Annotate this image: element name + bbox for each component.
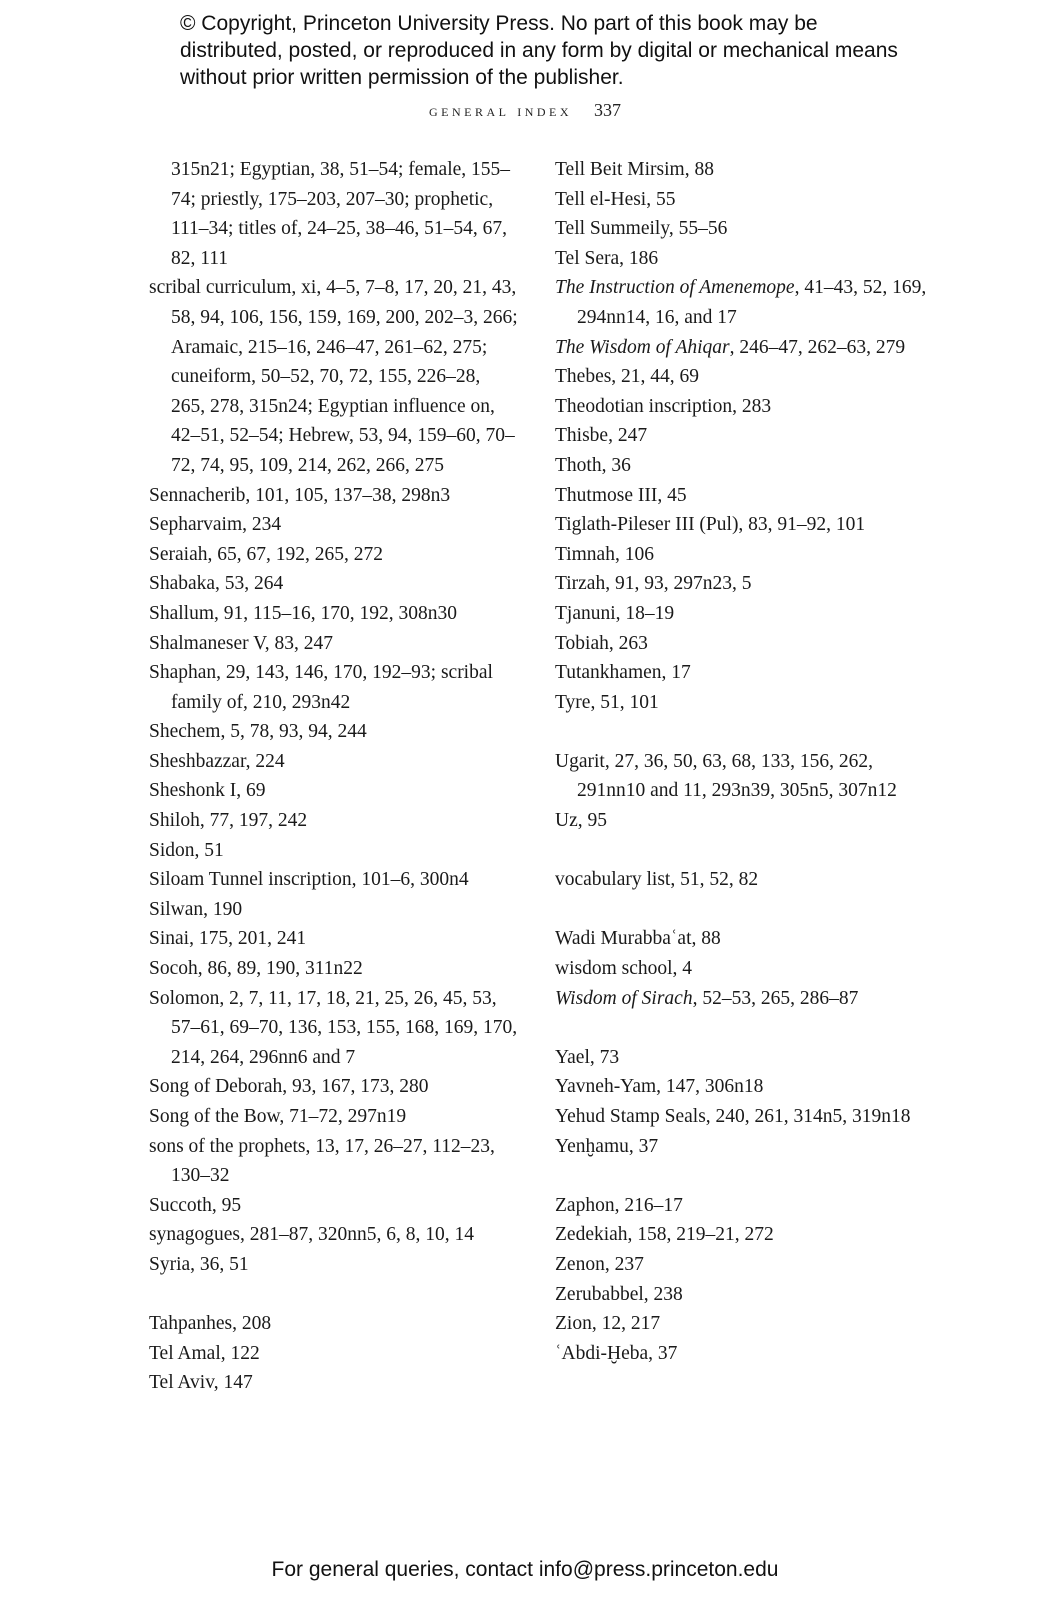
index-letter-gap <box>149 1280 519 1310</box>
index-letter-gap <box>555 836 935 866</box>
index-entry <box>555 924 935 954</box>
index-entry-text: Solomon, 2, 7, 11, 17, 18, 21, 25, 26, 45, 53, 57–61, 69–70, 136, 153, 155, 168, 169, 170, 214, 264, 296nn6 and 7 <box>149 987 518 1068</box>
index-entry-text: Sheshonk I, 69 <box>149 780 266 802</box>
index-entry-text: Zenon, 237 <box>555 1253 644 1275</box>
index-entry <box>555 392 935 422</box>
index-entry <box>555 451 935 481</box>
index-entry <box>555 1102 935 1132</box>
index-entry-text: Yael, 73 <box>555 1046 620 1068</box>
index-entry-text: Timnah, 106 <box>555 543 654 565</box>
index-entry-text: Shalmaneser V, 83, 247 <box>149 632 333 654</box>
index-entry <box>555 1220 935 1250</box>
index-entry-text: , 52–53, 265, 286–87 <box>692 987 859 1009</box>
index-entry-text: Tahpanhes, 208 <box>149 1313 272 1335</box>
index-entry-text: wisdom school, 4 <box>555 958 693 980</box>
index-entry <box>555 185 935 215</box>
index-entry-text: Sepharvaim, 234 <box>149 514 282 536</box>
index-entry <box>555 569 935 599</box>
index-entry-text: Shabaka, 53, 264 <box>149 573 284 595</box>
index-entry <box>149 717 519 747</box>
running-head <box>0 100 1050 121</box>
index-letter-gap <box>555 1161 935 1191</box>
index-entry <box>555 1250 935 1280</box>
index-entry <box>555 688 935 718</box>
index-entry-text: Yenḫamu, 37 <box>555 1135 659 1157</box>
index-entry <box>555 1191 935 1221</box>
index-entry <box>555 984 935 1014</box>
index-entry <box>555 155 935 185</box>
running-head-title: general index <box>428 101 573 120</box>
index-entry <box>149 1132 519 1191</box>
index-entry-text: Ugarit, 27, 36, 50, 63, 68, 133, 156, 262, 291nn10 and 11, 293n39, 305n5, 307n12 <box>555 750 897 802</box>
index-entry <box>555 806 935 836</box>
index-entry <box>555 540 935 570</box>
index-entry <box>555 362 935 392</box>
index-entry-text: 315n21; Egyptian, 38, 51–54; female, 155–74; priestly, 175–203, 207–30; prophetic, 111–34; titles of, 24–25, 38–46, 51–54, 67, 82, 111 <box>171 159 511 269</box>
index-entry <box>149 1339 519 1369</box>
index-entry-text: Tutankhamen, 17 <box>555 662 691 684</box>
index-entry-text: Socoh, 86, 89, 190, 311n22 <box>149 958 363 980</box>
index-entry-text: Seraiah, 65, 67, 192, 265, 272 <box>149 543 383 565</box>
index-entry <box>555 865 935 895</box>
index-entry-text: Siloam Tunnel inscription, 101–6, 300n4 <box>149 869 469 891</box>
index-entry-text: Syria, 36, 51 <box>149 1253 249 1275</box>
index-entry-text: Shiloh, 77, 197, 242 <box>149 810 308 832</box>
index-entry-title: The Instruction of Amenemope <box>555 277 795 299</box>
index-entry-text: Zerubabbel, 238 <box>555 1283 683 1305</box>
index-entry <box>149 895 519 925</box>
index-entry-text: Tirzah, 91, 93, 297n23, 5 <box>555 573 752 595</box>
index-entry <box>149 806 519 836</box>
index-entry <box>555 1072 935 1102</box>
index-entry <box>555 333 935 363</box>
index-entry-text: Theodotian inscription, 283 <box>555 395 772 417</box>
index-letter-gap <box>555 1013 935 1043</box>
index-entry <box>555 1043 935 1073</box>
index-entry <box>149 1309 519 1339</box>
index-entry-text: Zaphon, 216–17 <box>555 1194 683 1216</box>
index-entry <box>555 1339 935 1369</box>
index-entry <box>149 155 519 273</box>
index-entry-text: Thutmose III, 45 <box>555 484 687 506</box>
index-entry <box>555 954 935 984</box>
index-entry-text: Tobiah, 263 <box>555 632 648 654</box>
index-entry <box>149 1102 519 1132</box>
index-entry-title: The Wisdom of Ahiqar <box>555 336 730 358</box>
index-entry-text: Song of Deborah, 93, 167, 173, 280 <box>149 1076 429 1098</box>
index-entry-text: Tell Summeily, 55–56 <box>555 218 728 240</box>
index-entry <box>555 747 935 806</box>
index-entry <box>555 1309 935 1339</box>
index-entry-text: Shallum, 91, 115–16, 170, 192, 308n30 <box>149 602 458 624</box>
index-entry <box>149 273 519 480</box>
index-entry-text: Wadi Murabbaʿat, 88 <box>555 928 721 950</box>
index-entry-text: Tell Beit Mirsim, 88 <box>555 159 714 180</box>
index-entry <box>149 658 519 717</box>
index-entry-text: Zedekiah, 158, 219–21, 272 <box>555 1224 774 1246</box>
index-entry <box>149 776 519 806</box>
index-entry-text: Yehud Stamp Seals, 240, 261, 314n5, 319n18 <box>555 1106 911 1127</box>
page-number: 337 <box>594 100 622 120</box>
index-column-left <box>149 155 519 1398</box>
index-entry <box>149 865 519 895</box>
footer-contact: For general queries, contact info@press.princeton.edu <box>271 1558 779 1581</box>
index-entry <box>555 273 935 332</box>
copyright-notice: © Copyright, Princeton University Press. No part of this book may be distributed, posted, or reproduced in any form by digital or mechanical means without prior written permission of the publisher. <box>180 12 898 89</box>
index-entry <box>555 1132 935 1162</box>
index-entry-text: , 41–43, 52, 169, 294nn14, 16, and 17 <box>577 277 927 328</box>
index-entry-text: Tyre, 51, 101 <box>555 691 659 713</box>
index-entry-text: Thebes, 21, 44, 69 <box>555 366 700 388</box>
index-entry-text: Shechem, 5, 78, 93, 94, 244 <box>149 721 367 743</box>
index-entry <box>149 954 519 984</box>
index-entry <box>555 629 935 659</box>
index-entry-text: Sheshbazzar, 224 <box>149 750 285 772</box>
index-entry-text: Thoth, 36 <box>555 454 631 476</box>
index-entry-text: sons of the prophets, 13, 17, 26–27, 112–23, 130–32 <box>149 1135 495 1187</box>
index-letter-gap <box>555 895 935 925</box>
index-entry <box>149 569 519 599</box>
index-entry-text: Tjanuni, 18–19 <box>555 602 675 624</box>
index-entry-text: scribal curriculum, xi, 4–5, 7–8, 17, 20, 21, 43, 58, 94, 106, 156, 159, 169, 200, 202–3, 266; Aramaic, 215–16, 246–47, 261–62, 275; cuneiform, 50–52, 70, 72, 155, 226–28, 265, 278, 315n24; Egyptian influence on, 42–51, 52–54; Hebrew, 53, 94, 159–60, 70–72, 74, 95, 109, 214, 262, 266, 275 <box>149 277 518 476</box>
index-entry-text: Song of the Bow, 71–72, 297n19 <box>149 1106 407 1127</box>
index-entry-text: Zion, 12, 217 <box>555 1313 661 1335</box>
index-entry-text: Tel Amal, 122 <box>149 1342 260 1364</box>
index-entry <box>149 984 519 1073</box>
index-letter-gap <box>555 717 935 747</box>
index-entry-text: Tell el-Hesi, 55 <box>555 188 676 210</box>
index-entry <box>149 1220 519 1250</box>
index-entry <box>149 747 519 777</box>
index-entry-text: synagogues, 281–87, 320nn5, 6, 8, 10, 14 <box>149 1224 474 1246</box>
index-column-right <box>555 155 935 1368</box>
index-entry <box>555 658 935 688</box>
index-entry-text: Silwan, 190 <box>149 898 243 920</box>
index-entry-text: Thisbe, 247 <box>555 425 648 447</box>
index-entry-text: , 246–47, 262–63, 279 <box>729 336 906 358</box>
index-entry <box>149 836 519 866</box>
index-entry <box>149 481 519 511</box>
index-entry-text: Sidon, 51 <box>149 839 224 861</box>
index-entry-text: vocabulary list, 51, 52, 82 <box>555 869 759 891</box>
index-entry <box>149 1368 519 1398</box>
index-entry <box>555 421 935 451</box>
index-entry-text: Tel Aviv, 147 <box>149 1372 253 1394</box>
index-entry <box>149 629 519 659</box>
index-entry-text: Tiglath-Pileser III (Pul), 83, 91–92, 101 <box>555 514 866 536</box>
index-entry-title: Wisdom of Sirach <box>555 987 693 1009</box>
index-entry <box>555 599 935 629</box>
index-entry <box>555 1280 935 1310</box>
index-entry <box>149 540 519 570</box>
index-entry-text: Shaphan, 29, 143, 146, 170, 192–93; scribal family of, 210, 293n42 <box>149 662 493 713</box>
index-entry <box>149 510 519 540</box>
index-entry <box>555 214 935 244</box>
index-entry-text: Uz, 95 <box>555 810 607 832</box>
index-entry-text: Sennacherib, 101, 105, 137–38, 298n3 <box>149 484 451 506</box>
index-entry-text: Succoth, 95 <box>149 1194 242 1216</box>
index-entry-text: Sinai, 175, 201, 241 <box>149 928 307 950</box>
index-entry <box>149 1191 519 1221</box>
index-entry-text: ʿAbdi-Ḫeba, 37 <box>555 1342 678 1364</box>
index-entry <box>149 1250 519 1280</box>
index-entry <box>149 1072 519 1102</box>
index-entry-text: Yavneh-Yam, 147, 306n18 <box>555 1076 764 1098</box>
index-entry <box>149 924 519 954</box>
index-entry <box>555 244 935 274</box>
index-entry <box>555 481 935 511</box>
index-entry <box>555 510 935 540</box>
index-entry-text: Tel Sera, 186 <box>555 247 659 269</box>
index-entry <box>149 599 519 629</box>
